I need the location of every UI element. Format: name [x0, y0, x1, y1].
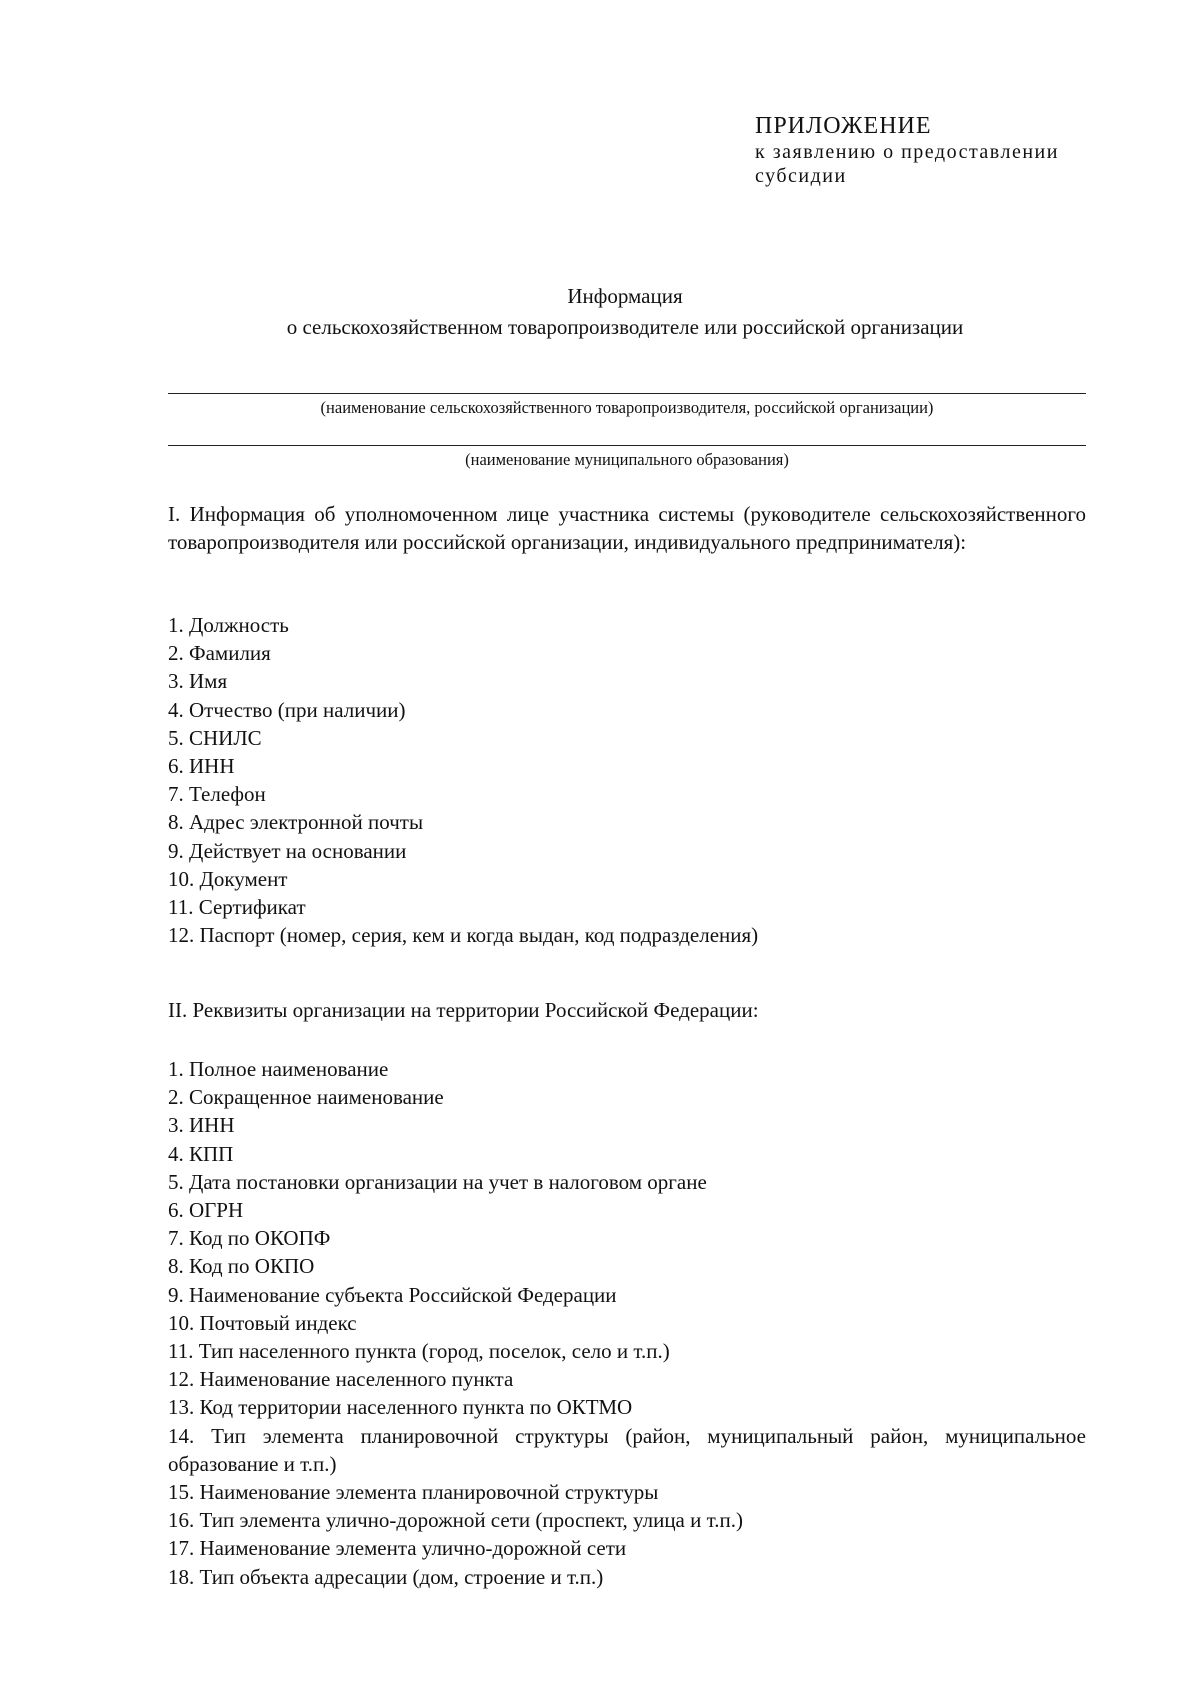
municipality-name-line	[168, 445, 1086, 446]
list-item: 12. Наименование населенного пункта	[168, 1367, 514, 1392]
document-subtitle: о сельскохозяйственном товаропроизводителе или российской организации	[286, 315, 964, 339]
list-item: 15. Наименование элемента планировочной структуры	[168, 1480, 659, 1505]
appendix-line-1: к заявлению о предоставлении	[755, 141, 1059, 163]
list-item: 16. Тип элемента улично-дорожной сети (проспект, улица и т.п.)	[168, 1508, 743, 1533]
list-item: 5. СНИЛС	[168, 725, 262, 750]
list-item: 8. Адрес электронной почты	[168, 810, 424, 835]
appendix-title: ПРИЛОЖЕНИЕ	[755, 113, 932, 139]
list-item: 1. Полное наименование	[168, 1057, 389, 1081]
list-item: 14. Тип элемента планировочной структуры (район, муниципальный район, муниципальное образование и т.п.)	[168, 1423, 1086, 1476]
list-item: 6. ИНН	[168, 754, 235, 779]
list-item: 3. Имя	[168, 669, 228, 694]
section-1-intro: I. Информация об уполномоченном лице участника системы (руководителе сельскохозяйственного товаропроизводителя или российской организации, индивидуального предпринимателя):	[168, 502, 1086, 554]
organization-name-caption: (наименование сельскохозяйственного товаропроизводителя, российской организации)	[320, 398, 934, 417]
list-item: 10. Документ	[168, 866, 288, 891]
list-item: 11. Тип населенного пункта (город, поселок, село и т.п.)	[168, 1339, 670, 1364]
list-item: 6. ОГРН	[168, 1198, 244, 1223]
list-item: 7. Телефон	[168, 782, 266, 807]
municipality-name-caption: (наименование муниципального образования)	[465, 450, 789, 469]
list-item: 7. Код по ОКОПФ	[168, 1226, 331, 1251]
list-item: 10. Почтовый индекс	[168, 1310, 357, 1335]
section-1-list	[168, 611, 1086, 949]
list-item: 13. Код территории населенного пункта по ОКТМО	[168, 1395, 633, 1420]
list-item: 9. Действует на основании	[168, 838, 407, 863]
section-2-list	[168, 1055, 1086, 1591]
list-item: 4. КПП	[168, 1141, 234, 1166]
list-item: 3. ИНН	[168, 1113, 235, 1138]
document-title: Информация	[567, 284, 683, 308]
list-item: 12. Паспорт (номер, серия, кем и когда выдан, код подразделения)	[168, 923, 759, 948]
list-item: 5. Дата постановки организации на учет в налоговом органе	[168, 1169, 707, 1194]
list-item: 2. Сокращенное наименование	[168, 1085, 444, 1110]
list-item: 9. Наименование субъекта Российской Федерации	[168, 1282, 617, 1307]
appendix-block	[755, 112, 1115, 188]
list-item: 8. Код по ОКПО	[168, 1254, 315, 1279]
organization-name-line	[168, 393, 1086, 394]
list-item: 17. Наименование элемента улично-дорожной сети	[168, 1536, 627, 1561]
list-item: 18. Тип объекта адресации (дом, строение и т.п.)	[168, 1564, 604, 1589]
list-item: 1. Должность	[168, 613, 289, 637]
section-2-title: II. Реквизиты организации на территории Российской Федерации:	[168, 998, 759, 1022]
list-item: 2. Фамилия	[168, 641, 271, 666]
list-item: 4. Отчество (при наличии)	[168, 697, 406, 722]
list-item: 11. Сертификат	[168, 895, 306, 920]
appendix-line-2: субсидии	[755, 165, 847, 187]
